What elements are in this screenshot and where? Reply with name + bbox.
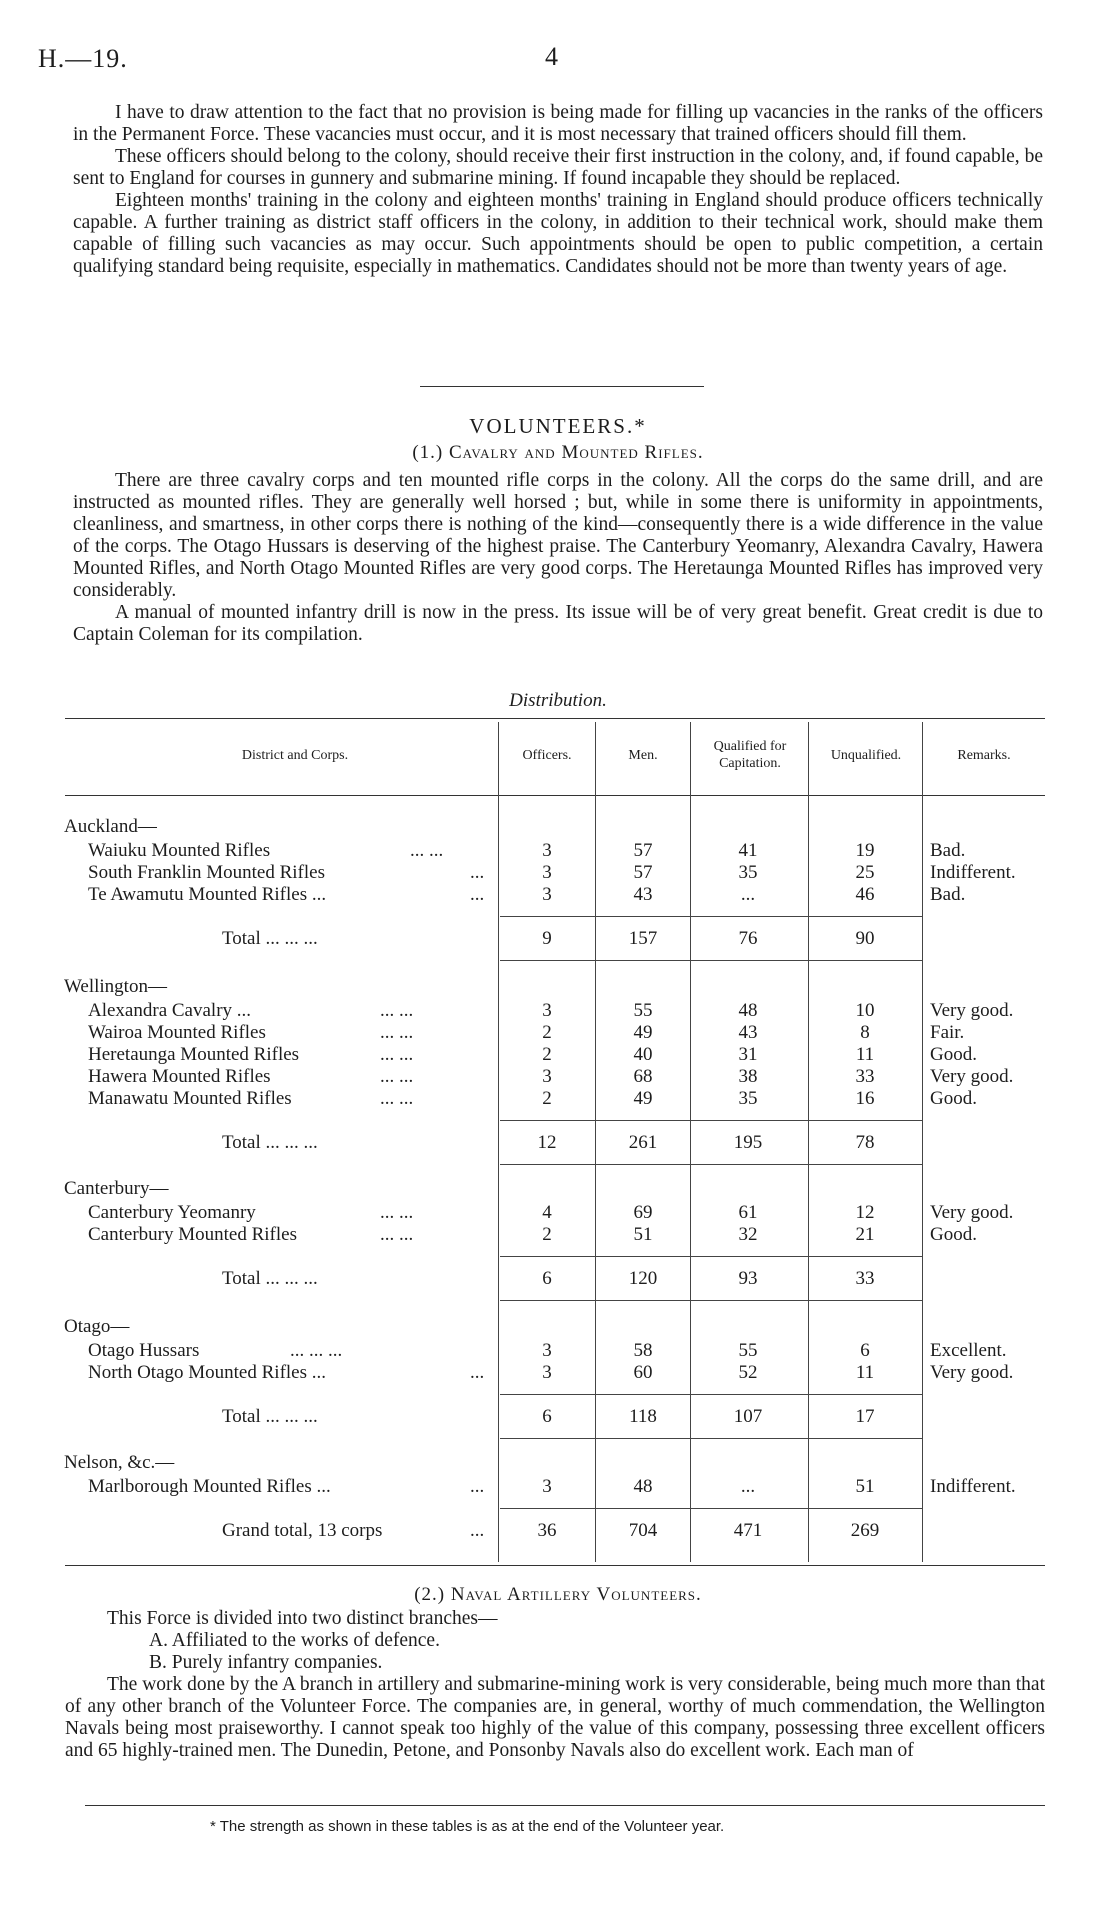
corps-name: Hawera Mounted Rifles bbox=[88, 1066, 271, 1087]
intro-text bbox=[73, 102, 1043, 278]
cavalry-heading: (1.) Cavalry and Mounted Rifles. bbox=[412, 442, 704, 463]
leader-dots: ... bbox=[470, 884, 485, 905]
remarks-value: Indifferent. bbox=[930, 862, 1016, 883]
unqualified-value: 8 bbox=[860, 1022, 870, 1043]
distribution-title: Distribution. bbox=[509, 690, 607, 711]
corps-name: North Otago Mounted Rifles ... bbox=[88, 1362, 327, 1383]
qualified-value: 35 bbox=[738, 1088, 758, 1109]
header-men: Men. bbox=[628, 748, 658, 763]
men-value: 43 bbox=[633, 884, 653, 905]
naval-branch-a: A. Affiliated to the works of defence. bbox=[149, 1630, 440, 1651]
officers-value: 3 bbox=[542, 1476, 552, 1497]
unqualified-value: 21 bbox=[855, 1224, 875, 1245]
remarks-value: Very good. bbox=[930, 1066, 1014, 1087]
district-label: Auckland— bbox=[64, 816, 157, 837]
qualified-value: 32 bbox=[738, 1224, 758, 1245]
leader-dots: ... ... ... bbox=[290, 1340, 343, 1361]
corps-name: Waiuku Mounted Rifles bbox=[88, 840, 271, 861]
leader-dots: ... ... bbox=[380, 1202, 414, 1223]
total-label: Total ... ... ... bbox=[222, 928, 318, 949]
district-label: Nelson, &c.— bbox=[64, 1452, 175, 1473]
leader-dots: ... ... bbox=[380, 1044, 414, 1065]
qualified-value: 41 bbox=[738, 840, 758, 861]
total-unqualified: 33 bbox=[855, 1268, 875, 1289]
total-label: Total ... ... ... bbox=[222, 1406, 318, 1427]
qualified-value: 43 bbox=[738, 1022, 758, 1043]
remarks-value: Good. bbox=[930, 1088, 977, 1109]
district-label: Canterbury— bbox=[64, 1178, 169, 1199]
qualified-value: 52 bbox=[738, 1362, 758, 1383]
qualified-value: 48 bbox=[738, 1000, 758, 1021]
unqualified-value: 51 bbox=[855, 1476, 875, 1497]
unqualified-value: 10 bbox=[855, 1000, 875, 1021]
total-qualified: 107 bbox=[733, 1406, 763, 1427]
volunteers-paragraph-1: There are three cavalry corps and ten mounted rifle corps in the colony. All the corps do the same drill, and are instructed as mounted rifles. They are generally well horsed ; but, while in some there is uniformity in appointments, cleanliness, and smartness, in other corps there is nothing of the kind—consequently there is a wide difference in the value of the corps. The Otago Hussars is deserving of the highest praise. The Canterbury Yeomanry, Alexandra Cavalry, Hawera Mounted Rifles, and North Otago Mounted Rifles are very good corps. The Heretaunga Mounted Rifles has improved very considerably. bbox=[73, 470, 1043, 601]
district-label: Wellington— bbox=[64, 976, 167, 997]
unqualified-value: 6 bbox=[860, 1340, 870, 1361]
qualified-value: ... bbox=[740, 1476, 756, 1497]
total-qualified: 93 bbox=[738, 1268, 758, 1289]
officers-value: 3 bbox=[542, 1000, 552, 1021]
officers-value: 3 bbox=[542, 862, 552, 883]
men-value: 49 bbox=[633, 1022, 653, 1043]
document-code: H.—19. bbox=[38, 44, 128, 73]
total-officers: 12 bbox=[537, 1132, 557, 1153]
header-district: District and Corps. bbox=[241, 748, 349, 763]
naval-branch-b: B. Purely infantry companies. bbox=[149, 1652, 383, 1673]
unqualified-value: 16 bbox=[855, 1088, 875, 1109]
unqualified-value: 33 bbox=[855, 1066, 875, 1087]
total-men: 118 bbox=[629, 1406, 657, 1427]
header-qualified: Qualified for Capitation. bbox=[713, 739, 787, 771]
grand-total-unqualified: 269 bbox=[850, 1520, 880, 1541]
table-bottom-rule bbox=[65, 1565, 1045, 1566]
men-value: 40 bbox=[633, 1044, 653, 1065]
men-value: 58 bbox=[633, 1340, 653, 1361]
grand-total-label: Grand total, 13 corps bbox=[222, 1520, 383, 1541]
officers-value: 2 bbox=[542, 1088, 552, 1109]
total-men: 261 bbox=[628, 1132, 658, 1153]
qualified-value: ... bbox=[740, 884, 756, 905]
remarks-value: Bad. bbox=[930, 884, 966, 905]
qualified-value: 31 bbox=[738, 1044, 758, 1065]
total-officers: 6 bbox=[542, 1268, 552, 1289]
corps-name: Alexandra Cavalry ... bbox=[88, 1000, 252, 1021]
unqualified-value: 11 bbox=[855, 1362, 875, 1383]
total-unqualified: 17 bbox=[855, 1406, 875, 1427]
leader-dots: ... ... bbox=[380, 1000, 414, 1021]
men-value: 69 bbox=[633, 1202, 653, 1223]
remarks-value: Very good. bbox=[930, 1202, 1014, 1223]
total-men: 157 bbox=[628, 928, 658, 949]
corps-name: Heretaunga Mounted Rifles bbox=[88, 1044, 300, 1065]
officers-value: 4 bbox=[542, 1202, 552, 1223]
men-value: 57 bbox=[633, 862, 653, 883]
page-number: 4 bbox=[545, 42, 558, 71]
naval-intro: This Force is divided into two distinct branches— bbox=[107, 1608, 498, 1629]
corps-name: Canterbury Yeomanry bbox=[88, 1202, 256, 1223]
total-label: Total ... ... ... bbox=[222, 1268, 318, 1289]
total-qualified: 195 bbox=[733, 1132, 763, 1153]
remarks-value: Very good. bbox=[930, 1000, 1014, 1021]
corps-name: Canterbury Mounted Rifles bbox=[88, 1224, 297, 1245]
corps-name: Wairoa Mounted Rifles bbox=[88, 1022, 266, 1043]
section-divider bbox=[420, 386, 704, 387]
naval-section bbox=[65, 1608, 1045, 1762]
total-label: Total ... ... ... bbox=[222, 1132, 318, 1153]
men-value: 60 bbox=[633, 1362, 653, 1383]
total-qualified: 76 bbox=[738, 928, 758, 949]
header-officers: Officers. bbox=[522, 748, 572, 763]
total-officers: 6 bbox=[542, 1406, 552, 1427]
leader-dots: ... ... bbox=[380, 1022, 414, 1043]
remarks-value: Good. bbox=[930, 1044, 977, 1065]
grand-total-officers: 36 bbox=[537, 1520, 557, 1541]
officers-value: 3 bbox=[542, 1362, 552, 1383]
total-officers: 9 bbox=[542, 928, 552, 949]
header-remarks: Remarks. bbox=[957, 748, 1011, 763]
leader-dots: ... bbox=[470, 1520, 485, 1541]
unqualified-value: 19 bbox=[855, 840, 875, 861]
grand-total-men: 704 bbox=[628, 1520, 658, 1541]
remarks-value: Very good. bbox=[930, 1362, 1014, 1383]
naval-heading: (2.) Naval Artillery Volunteers. bbox=[414, 1584, 702, 1605]
intro-paragraph-3: Eighteen months' training in the colony and eighteen months' training in England should produce officers technically capable. A further training as district staff officers in the colony, in addition to their technical work, should make them capable of filling such vacancies as may occur. Such appointments should be open to public competition, a certain qualifying standard being requisite, especially in mathematics. Candidates should not be more than twenty years of age. bbox=[73, 190, 1043, 277]
remarks-value: Bad. bbox=[930, 840, 966, 861]
footnote: * The strength as shown in these tables is as at the end of the Volunteer year. bbox=[210, 1818, 725, 1835]
leader-dots: ... ... bbox=[410, 840, 444, 861]
men-value: 55 bbox=[633, 1000, 653, 1021]
intro-paragraph-2: These officers should belong to the colony, should receive their first instruction in the colony, and, if found capable, be sent to England for courses in gunnery and submarine mining. If found incapable they should be replaced. bbox=[73, 146, 1043, 189]
total-unqualified: 90 bbox=[855, 928, 875, 949]
total-unqualified: 78 bbox=[855, 1132, 875, 1153]
header-unqualified: Unqualified. bbox=[830, 748, 902, 763]
remarks-value: Good. bbox=[930, 1224, 977, 1245]
corps-name: South Franklin Mounted Rifles bbox=[88, 862, 325, 883]
table-top-rule bbox=[65, 718, 1045, 719]
leader-dots: ... bbox=[470, 1476, 485, 1497]
unqualified-value: 46 bbox=[855, 884, 875, 905]
district-label: Otago— bbox=[64, 1316, 130, 1337]
footnote-rule bbox=[85, 1805, 1045, 1806]
leader-dots: ... ... bbox=[380, 1066, 414, 1087]
men-value: 51 bbox=[633, 1224, 653, 1245]
qualified-value: 55 bbox=[738, 1340, 758, 1361]
volunteers-text bbox=[73, 470, 1043, 646]
officers-value: 3 bbox=[542, 884, 552, 905]
men-value: 57 bbox=[633, 840, 653, 861]
naval-paragraph: The work done by the A branch in artillery and submarine-mining work is very considerable, being much more than that of any other branch of the Volunteer Force. The companies are, in general, worthy of much commendation, the Wellington Navals being most praiseworthy. I cannot speak too highly of the value of this company, possessing three excellent officers and 65 highly-trained men. The Dunedin, Petone, and Ponsonby Navals also do excellent work. Each man of bbox=[65, 1674, 1045, 1761]
qualified-value: 38 bbox=[738, 1066, 758, 1087]
volunteers-paragraph-2: A manual of mounted infantry drill is now in the press. Its issue will be of very great benefit. Great credit is due to Captain Coleman for its compilation. bbox=[73, 602, 1043, 645]
grand-total-qualified: 471 bbox=[733, 1520, 763, 1541]
corps-name: Manawatu Mounted Rifles bbox=[88, 1088, 292, 1109]
men-value: 68 bbox=[633, 1066, 653, 1087]
leader-dots: ... ... bbox=[380, 1224, 414, 1245]
qualified-value: 35 bbox=[738, 862, 758, 883]
leader-dots: ... ... bbox=[380, 1088, 414, 1109]
officers-value: 3 bbox=[542, 840, 552, 861]
officers-value: 3 bbox=[542, 1066, 552, 1087]
qualified-value: 61 bbox=[738, 1202, 758, 1223]
remarks-value: Fair. bbox=[930, 1022, 965, 1043]
volunteers-heading: VOLUNTEERS.* bbox=[469, 414, 647, 438]
unqualified-value: 12 bbox=[855, 1202, 875, 1223]
officers-value: 3 bbox=[542, 1340, 552, 1361]
unqualified-value: 11 bbox=[855, 1044, 875, 1065]
unqualified-value: 25 bbox=[855, 862, 875, 883]
officers-value: 2 bbox=[542, 1224, 552, 1245]
intro-paragraph-1: I have to draw attention to the fact that no provision is being made for filling up vacancies in the ranks of the officers in the Permanent Force. These vacancies must occur, and it is most necessary that trained officers should fill them. bbox=[73, 102, 1043, 145]
leader-dots: ... bbox=[470, 862, 485, 883]
corps-name: Te Awamutu Mounted Rifles ... bbox=[88, 884, 327, 905]
men-value: 48 bbox=[633, 1476, 653, 1497]
corps-name: Marlborough Mounted Rifles ... bbox=[88, 1476, 331, 1497]
officers-value: 2 bbox=[542, 1044, 552, 1065]
leader-dots: ... bbox=[470, 1362, 485, 1383]
remarks-value: Excellent. bbox=[930, 1340, 1007, 1361]
remarks-value: Indifferent. bbox=[930, 1476, 1016, 1497]
corps-name: Otago Hussars bbox=[88, 1340, 200, 1361]
total-men: 120 bbox=[628, 1268, 658, 1289]
men-value: 49 bbox=[633, 1088, 653, 1109]
officers-value: 2 bbox=[542, 1022, 552, 1043]
table-header-rule bbox=[65, 795, 1045, 796]
